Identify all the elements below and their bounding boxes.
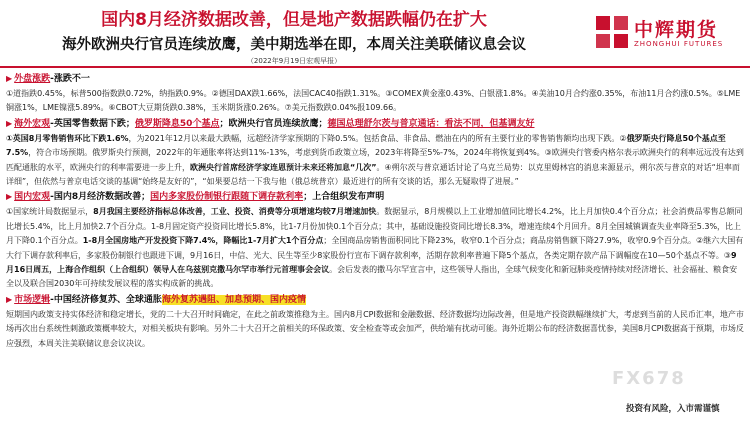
section-title-overseas-macro: ▶ 海外宏观-英国零售数据下跌；俄罗斯降息50个基点；欧洲央行官员连续放鹰；德国总理舒尔茨与普京通话：看法不同，但基调友好 [6, 116, 744, 132]
section-body-overseas-markets: ①道指跌0.45%，标普500指数跌0.72%，纳指跌0.9%。②德国DAX跌1.66%，法国CAC40指跌1.31%。③COMEX黄金涨0.43%、白银涨1.8%。④美油10月合约涨0.35%，布油11月合约涨0.5%。⑤LME铜涨1%，LME镍涨5.89%。⑥CBOT大豆期货跌0.38%，玉米期货涨0.26%。⑦美元指数跌0.04%报109.66。 [6, 89, 741, 113]
logo-name-cn: 中辉期货 [634, 19, 719, 41]
triangle-bullet-icon: ▶ [6, 118, 13, 128]
company-logo [596, 14, 746, 54]
risk-disclaimer: 投资有风险，入市需谨慎 [626, 404, 720, 414]
section-title-domestic-macro: ▶ 国内宏观-国内8月经济数据改善；国内多家股份制银行跟随下调存款利率；上合组织发布声明 [6, 189, 744, 205]
section-body-domestic-macro: ①国家统计局数据显示，8月我国主要经济指标总体改善，工业、投资、消费等分项增速均较7月增速加快。数据显示，8月规模以上工业增加值同比增长4.2%，比上月加快0.4个百分点；社会消费品零售总额同比增长5.4%，比上月加快2.7个百分点。1-8月固定资产投资同比增长5.8%，比1-7月份加快0.1个百分点；其中，基础设施投资同比增长8.3%，增速连续4个月回升。8月全国城镇调查失业率降至5.3%，比上月下降0.1个百分点。1-8月全国房地产开发投资下降7.4%，降幅比1-7月扩大1个百分点；全国商品房销售面积同比下降23%，收窄0.1个百分点；商品房销售额下降27.9%，收窄0.9个百分点。②继六大国有大行下调存款利率后，多家股份制银行也跟进下调，9月16日，中信、光大、民生等至少8家股份行宣布下调存款利率，活期存款利率普遍下降5个基点，各类定期存款产品下调幅度在10—50个基点不等。③9月16日周五，上海合作组织（上合组织）领导人在乌兹别克撒马尔罕市举行元首理事会会议。会后发表的撒马尔罕宣言中，这些领导人指出，全球气候变化和新冠肺炎疫情持续对经济增长、社会福祉、粮食安全以及联合国2030年可持续发展议程的落实构成新的挑战。 [6, 207, 744, 289]
watermark: FX678 [612, 368, 686, 389]
section-body-overseas-macro: ①英国8月零售销售环比下跌1.6%，为2021年12月以来最大跌幅，远超经济学家预期的下降0.5%。包括食品、非食品、燃油在内的所有主要行业的零售销售额均出现下跌。②俄罗斯央行降息50个基点至7.5%，符合市场预期。俄罗斯央行预测，2022年的年通胀率将达到11%-13%，考虑到货币政策立场，2023年将降至5%-7%，2024年将恢复到4%。③欧洲央行管委内格尔表示欧洲央行的利率远远没有达到匹配通胀的水平，欧洲央行的利率需要进一步上升，欧洲央行首席经济学家连恩预计未来还将加息“几次”。④朔尔茨与普京通话讨论了乌克兰局势：以克里姆林宫的消息来源显示，朔尔茨与普京的对话“坦率而详细”，但依然与普京电话交谈的基调“始终是友好的”，“如果要总结一下我与他（俄总统普京）最近进行的所有交谈的话，那么无疑取得了进展。” [6, 133, 744, 187]
section-title-market-logic: ▶ 市场逻辑-中国经济修复苏、全球通胀海外复苏遇阻、加息预期、国内疫情 [6, 292, 744, 308]
headline-sub: 海外欧洲央行官员连续放鹰，美中期选举在即，本周关注美联储议息会议 [62, 37, 526, 53]
logo-mark-icon [596, 16, 628, 48]
section-body-market-logic: 短期国内政策支持实体经济和稳定增长，党的二十大召开时间确定，在此之前政策推稳为主。国内8月CPI数据和金融数据、经济数据均边际改善，但是地产投资跌幅继续扩大，考虑到当前的人民币汇率，地产市场再次出台系统性刺激政策概率较大，对相关板块有影响。另外二十大召开之前相关的环保政策、安全检查等或会加严，供给端有扰动可能。海外近期公布的经济数据喜忧参，美国8月CPI数据高于预期，市场反应强烈，本周关注美联储议息会议决议。 [6, 309, 744, 348]
triangle-bullet-icon: ▶ [6, 74, 13, 83]
logo-name-en: ZHONGHUI FUTURES [634, 40, 724, 48]
report-date: （2022年9月19日宏观早报） [246, 57, 342, 65]
report-header [0, 0, 750, 66]
triangle-bullet-icon: ▶ [6, 192, 13, 202]
triangle-bullet-icon: ▶ [6, 294, 13, 304]
section-title-overseas-markets: ▶ 外盘涨跌-涨跌不一 [6, 71, 744, 87]
headline-main: 国内8月经济数据改善，但是地产数据跌幅仍在扩大 [101, 10, 487, 30]
header-divider [0, 66, 750, 68]
report-body [6, 71, 744, 351]
